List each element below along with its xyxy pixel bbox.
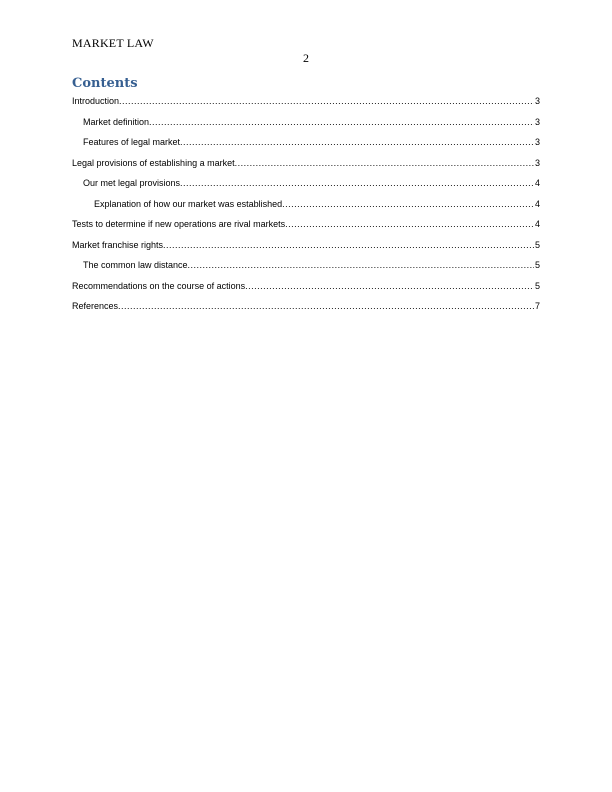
toc-dot-leader xyxy=(149,117,534,127)
table-of-contents xyxy=(72,96,540,322)
toc-title: Contents xyxy=(72,76,138,91)
toc-entry-label: Market franchise rights xyxy=(72,239,164,250)
running-head: MARKET LAW xyxy=(72,36,154,50)
toc-dot-leader xyxy=(180,137,534,147)
toc-dot-leader xyxy=(282,199,534,209)
toc-entry-legal-provisions[interactable] xyxy=(72,158,540,179)
toc-dot-leader xyxy=(235,158,534,168)
toc-entry-market-definition[interactable] xyxy=(72,117,540,138)
toc-dot-leader xyxy=(285,219,534,229)
toc-entry-page: 4 xyxy=(534,178,540,188)
toc-entry-label: Our met legal provisions xyxy=(83,178,181,188)
toc-entry-page: 5 xyxy=(534,260,540,270)
toc-entry-our-met-legal-provisions[interactable] xyxy=(72,178,540,199)
toc-entry-recommendations[interactable] xyxy=(72,281,540,302)
toc-entry-label: Tests to determine if new operations are rival markets xyxy=(72,219,286,229)
toc-entry-label: References xyxy=(72,301,119,311)
toc-entry-common-law-distance[interactable] xyxy=(72,260,540,281)
toc-dot-leader xyxy=(188,260,534,270)
toc-entry-page: 3 xyxy=(534,96,540,106)
page-number: 2 xyxy=(303,51,309,65)
toc-entry-label: Explanation of how our market was established xyxy=(94,198,283,209)
toc-dot-leader xyxy=(119,96,534,106)
toc-entry-page: 3 xyxy=(534,137,540,147)
toc-entry-tests-rival-markets[interactable] xyxy=(72,219,540,240)
toc-entry-page: 3 xyxy=(534,116,540,127)
toc-entry-explanation-market-established[interactable] xyxy=(72,199,540,220)
toc-entry-introduction[interactable] xyxy=(72,96,540,117)
toc-entry-page: 5 xyxy=(534,239,540,250)
toc-entry-features-of-legal-market[interactable] xyxy=(72,137,540,158)
toc-entry-page: 3 xyxy=(534,157,540,168)
toc-entry-page: 4 xyxy=(534,198,540,209)
toc-entry-label: Recommendations on the course of actions xyxy=(72,280,246,291)
toc-entry-label: Features of legal market xyxy=(83,137,181,147)
toc-entry-label: The common law distance xyxy=(83,260,188,270)
toc-dot-leader xyxy=(163,240,534,250)
toc-entry-page: 5 xyxy=(534,280,540,291)
toc-entry-label: Introduction xyxy=(72,96,120,106)
toc-entry-label: Market definition xyxy=(83,116,150,127)
toc-entry-label: Legal provisions of establishing a market xyxy=(72,157,235,168)
toc-entry-page: 4 xyxy=(534,219,540,229)
toc-dot-leader xyxy=(118,301,534,311)
toc-dot-leader xyxy=(180,178,534,188)
toc-entry-page: 7 xyxy=(534,301,540,311)
toc-dot-leader xyxy=(245,281,534,291)
toc-entry-market-franchise-rights[interactable] xyxy=(72,240,540,261)
toc-entry-references[interactable] xyxy=(72,301,540,322)
